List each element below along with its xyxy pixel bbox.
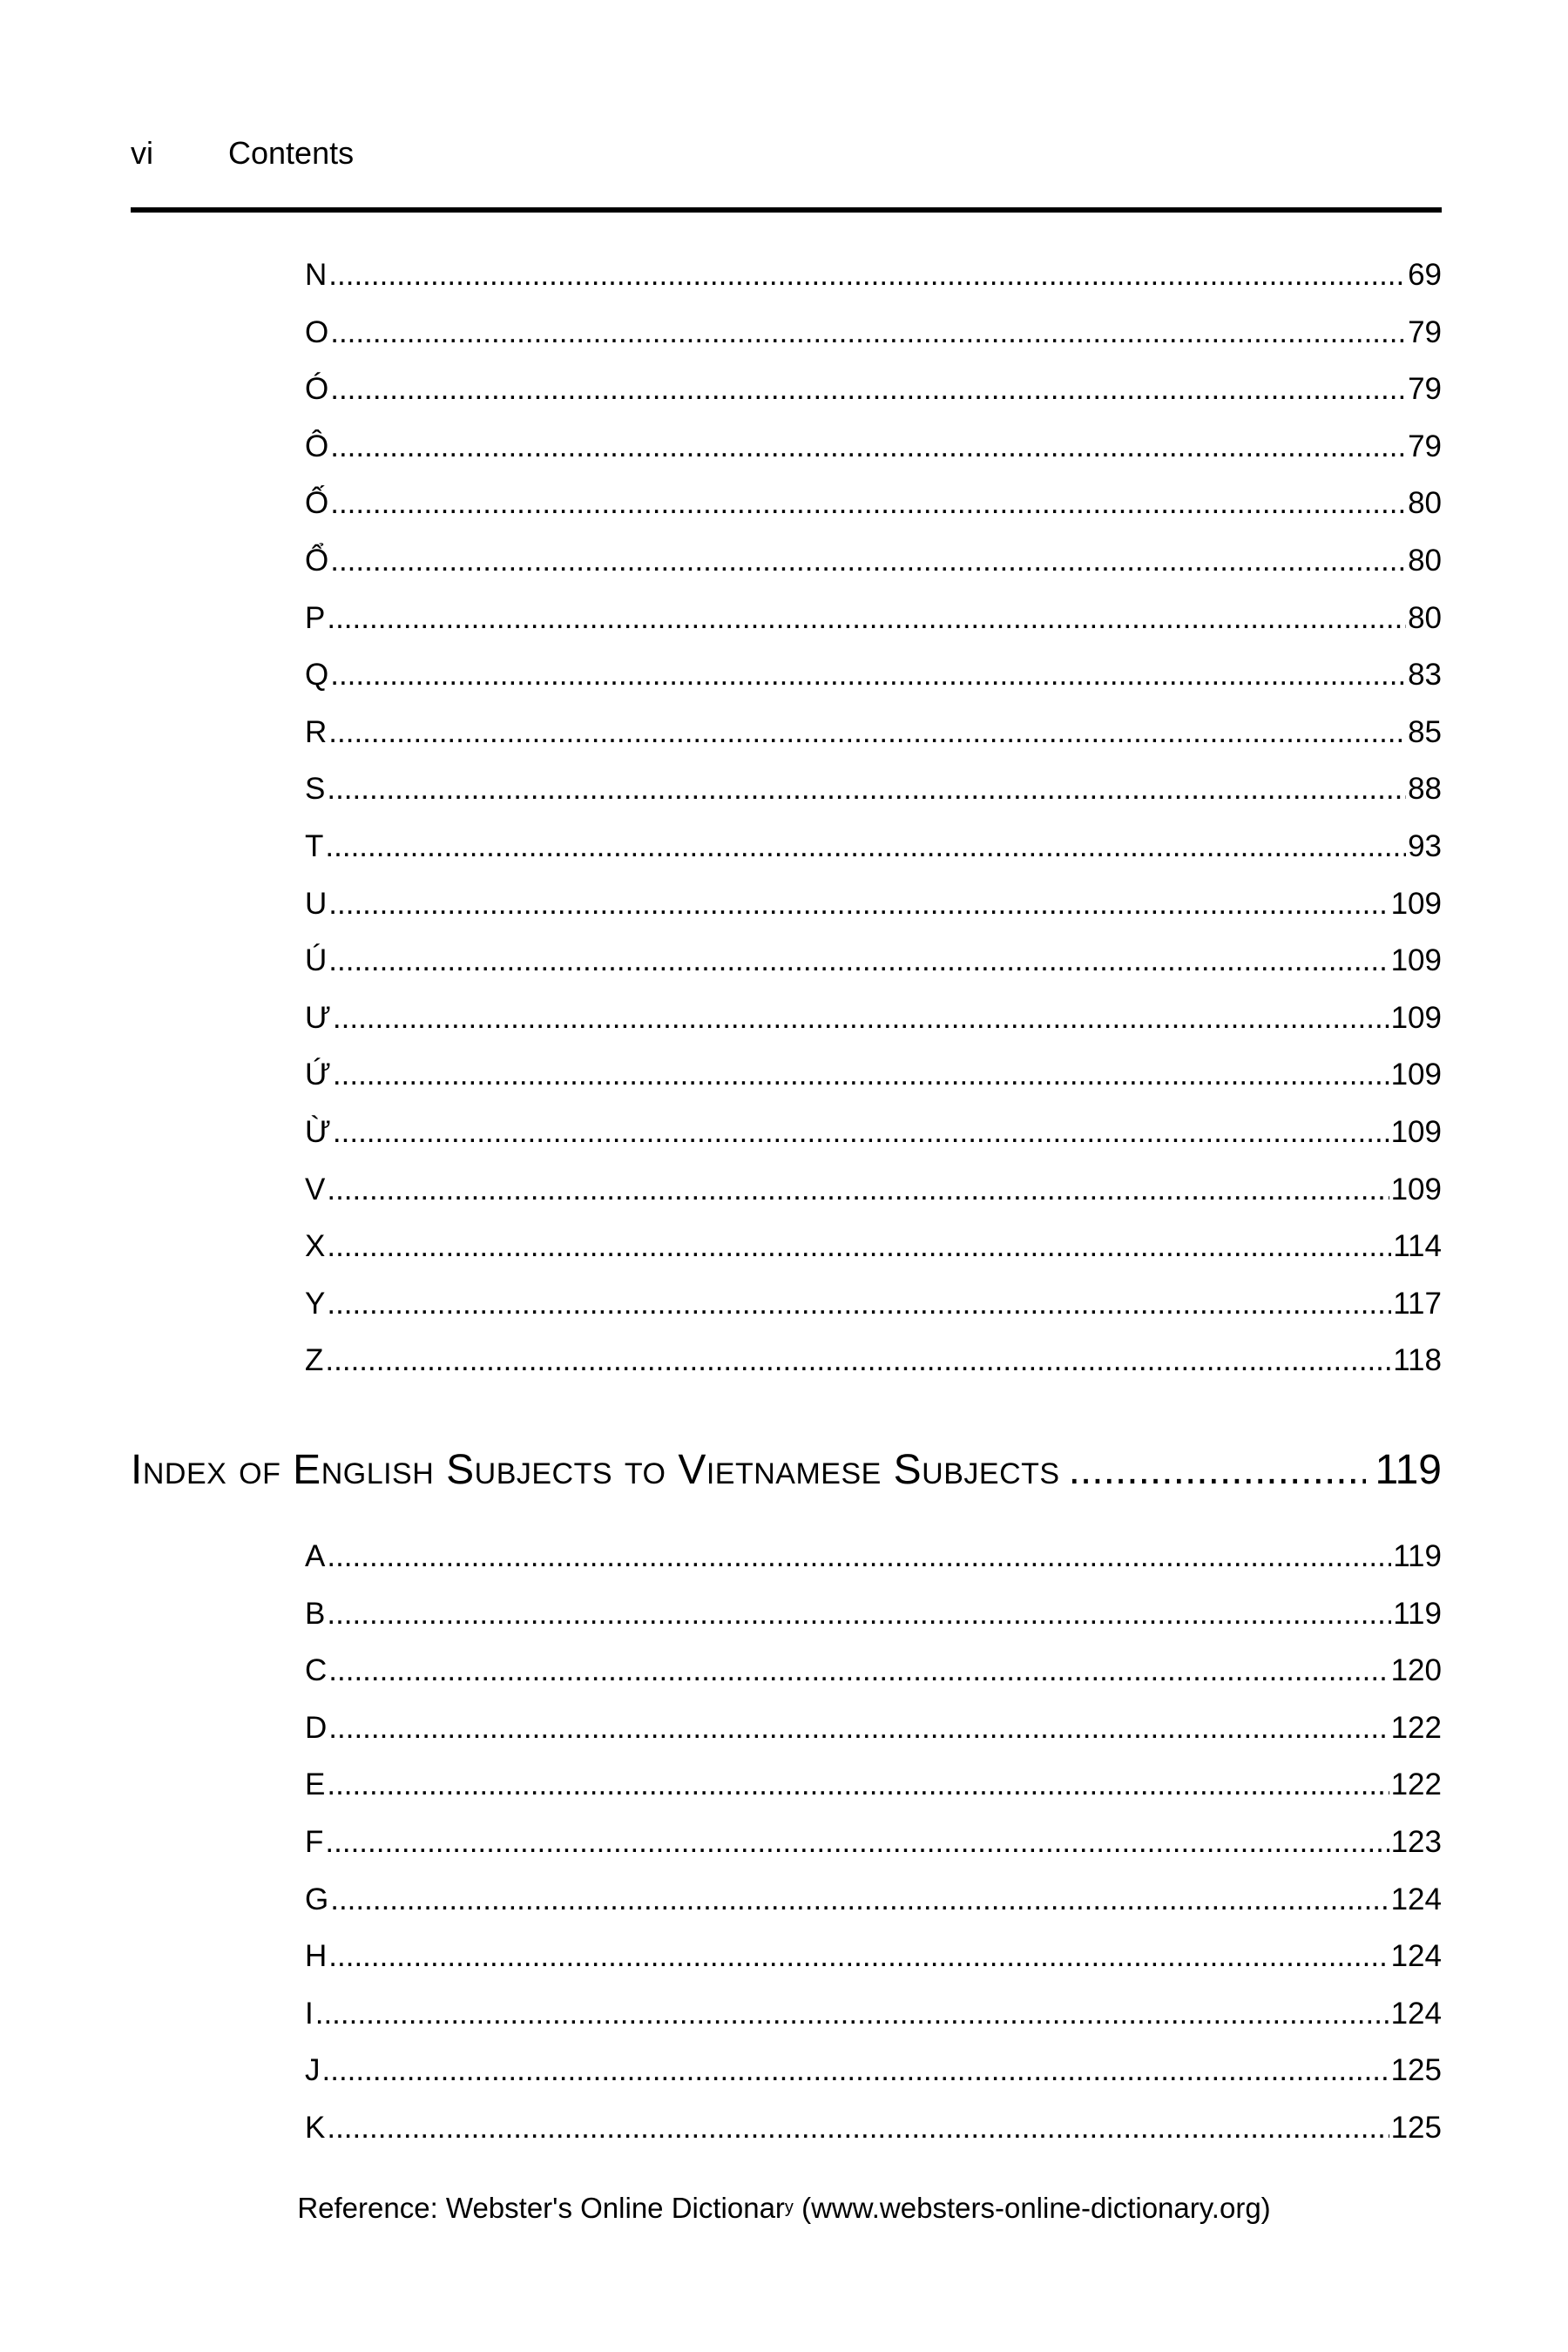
toc-entry-letter: T xyxy=(305,829,324,863)
toc-entry[interactable] xyxy=(305,875,1442,933)
toc-entry-letter: D xyxy=(305,1710,328,1745)
dot-leader xyxy=(330,646,1406,704)
toc-entry-page-number: 109 xyxy=(1390,1172,1442,1206)
dot-leader xyxy=(327,1161,1389,1219)
toc-entry-letter: V xyxy=(305,1172,326,1206)
dot-leader xyxy=(330,361,1406,418)
toc-entry[interactable] xyxy=(305,1585,1442,1643)
toc-entry-page-number: 79 xyxy=(1408,372,1442,407)
footer-text-before: Reference: Webster's Online Dictionar xyxy=(297,2192,785,2224)
toc-entry-letter: P xyxy=(305,600,326,635)
toc-entry[interactable] xyxy=(305,590,1442,647)
toc-entry-letter: Z xyxy=(305,1343,324,1378)
toc-entry-page-number: 122 xyxy=(1390,1710,1442,1745)
toc-entry[interactable] xyxy=(305,475,1442,532)
toc-entry[interactable] xyxy=(305,2099,1442,2157)
toc-entry-page-number: 120 xyxy=(1390,1653,1442,1688)
dot-leader xyxy=(328,875,1389,933)
toc-entry[interactable] xyxy=(305,932,1442,990)
toc-entry-letter: Ó xyxy=(305,372,329,407)
toc-entry-page-number: 125 xyxy=(1390,2111,1442,2145)
footer-text-after: (www.websters-online-dictionary.org) xyxy=(793,2192,1271,2224)
toc-entry-letter: Ô xyxy=(305,429,329,463)
dot-leader xyxy=(330,418,1406,476)
dot-leader xyxy=(327,760,1406,818)
toc-entry[interactable] xyxy=(305,1275,1442,1333)
toc-entry-page-number: 109 xyxy=(1390,1000,1442,1035)
toc-entry-page-number: 80 xyxy=(1408,486,1442,521)
toc-entry[interactable] xyxy=(305,1046,1442,1104)
dot-leader xyxy=(1069,1440,1367,1501)
dot-leader xyxy=(330,304,1406,362)
toc-entry[interactable] xyxy=(305,1161,1442,1219)
dot-leader xyxy=(325,818,1406,875)
toc-entry-letter: U xyxy=(305,886,328,921)
toc-entry-page-number: 125 xyxy=(1390,2053,1442,2088)
toc-entry-page-number: 119 xyxy=(1393,1539,1442,1573)
dot-leader xyxy=(330,532,1406,590)
toc-entry[interactable] xyxy=(305,646,1442,704)
toc-entry-page-number: 83 xyxy=(1408,658,1442,693)
dot-leader xyxy=(333,1046,1389,1104)
section-page-number: 119 xyxy=(1375,1447,1442,1493)
toc-entry[interactable] xyxy=(305,2042,1442,2099)
toc-entry[interactable] xyxy=(305,1871,1442,1929)
toc-entry-page-number: 123 xyxy=(1390,1825,1442,1859)
dot-leader xyxy=(333,1104,1389,1161)
page-number: vi xyxy=(131,135,153,171)
toc-entry[interactable] xyxy=(305,418,1442,476)
dot-leader xyxy=(327,1275,1391,1333)
toc-entry-page-number: 79 xyxy=(1408,429,1442,463)
reference-footer xyxy=(0,2188,1568,2227)
toc-entry-letter: I xyxy=(305,1996,314,2031)
section-title: Index of English Subjects to Vietnamese Subjects xyxy=(131,1447,1060,1493)
toc-entry-page-number: 124 xyxy=(1390,1996,1442,2031)
footer-superscript: y xyxy=(784,2198,794,2217)
dot-leader xyxy=(328,704,1406,761)
dot-leader xyxy=(327,1528,1391,1585)
toc-entry-letter: S xyxy=(305,772,326,807)
toc-entry-letter: F xyxy=(305,1825,324,1859)
toc-entry[interactable] xyxy=(305,304,1442,362)
toc-entry[interactable] xyxy=(305,1104,1442,1161)
toc-entry[interactable] xyxy=(305,1928,1442,1985)
toc-entry-letter: K xyxy=(305,2111,326,2145)
dot-leader xyxy=(325,1332,1391,1389)
dot-leader xyxy=(333,990,1389,1047)
toc-entry[interactable] xyxy=(305,532,1442,590)
toc-entry[interactable] xyxy=(305,1332,1442,1389)
dot-leader xyxy=(330,475,1406,532)
toc-entry-page-number: 118 xyxy=(1393,1343,1442,1378)
toc-entry[interactable] xyxy=(305,361,1442,418)
toc-entry-page-number: 109 xyxy=(1390,886,1442,921)
toc-entry-page-number: 93 xyxy=(1408,829,1442,863)
section-heading[interactable] xyxy=(131,1440,1442,1501)
toc-entry[interactable] xyxy=(305,1700,1442,1757)
toc-entry-letter: Ú xyxy=(305,943,328,978)
toc-entry-page-number: 80 xyxy=(1408,600,1442,635)
toc-entry-letter: Q xyxy=(305,658,329,693)
toc-entry-letter: Ứ xyxy=(305,1058,331,1092)
toc-entry-page-number: 85 xyxy=(1408,714,1442,749)
toc-entry-page-number: 124 xyxy=(1390,1939,1442,1974)
toc-entry-letter: B xyxy=(305,1596,326,1631)
dot-leader xyxy=(327,1585,1391,1643)
toc-entry[interactable] xyxy=(305,818,1442,875)
dot-leader xyxy=(328,932,1389,990)
toc-entry-letter: E xyxy=(305,1767,326,1802)
toc-entry-letter: G xyxy=(305,1882,329,1916)
toc-entry-page-number: 122 xyxy=(1390,1767,1442,1802)
toc-entry-letter: O xyxy=(305,314,329,349)
dot-leader xyxy=(328,247,1406,304)
toc-entry-letter: Ố xyxy=(305,486,329,521)
dot-leader xyxy=(325,1814,1389,1871)
dot-leader xyxy=(327,2099,1389,2157)
toc-entry-letter: N xyxy=(305,258,328,292)
toc-entry-page-number: 117 xyxy=(1393,1286,1442,1321)
toc-entry[interactable] xyxy=(305,1985,1442,2043)
toc-entry-letter: A xyxy=(305,1539,326,1573)
toc-entry-page-number: 79 xyxy=(1408,314,1442,349)
toc-entry-page-number: 109 xyxy=(1390,1058,1442,1092)
dot-leader xyxy=(327,590,1406,647)
toc-entry-page-number: 69 xyxy=(1408,258,1442,292)
toc-entry[interactable] xyxy=(305,247,1442,304)
dot-leader xyxy=(327,1756,1389,1814)
toc-entry-page-number: 109 xyxy=(1390,943,1442,978)
header-rule xyxy=(131,207,1442,213)
toc-entry-letter: J xyxy=(305,2053,321,2088)
toc-entry[interactable] xyxy=(305,704,1442,761)
toc-entry[interactable] xyxy=(305,1528,1442,1585)
toc-entry-page-number: 80 xyxy=(1408,544,1442,578)
dot-leader xyxy=(315,1985,1389,2043)
toc-entry-page-number: 119 xyxy=(1393,1596,1442,1631)
toc-entry-letter: Ừ xyxy=(305,1115,331,1149)
dot-leader xyxy=(330,1871,1389,1929)
toc-entry-letter: Ổ xyxy=(305,544,329,578)
toc-entry-page-number: 114 xyxy=(1393,1229,1442,1264)
toc-entry-letter: R xyxy=(305,714,328,749)
toc-entry-letter: X xyxy=(305,1229,326,1264)
toc-entry[interactable] xyxy=(305,1642,1442,1700)
toc-entry-letter: C xyxy=(305,1653,328,1688)
toc-entry-page-number: 109 xyxy=(1390,1115,1442,1149)
dot-leader xyxy=(327,1218,1391,1275)
dot-leader xyxy=(328,1928,1389,1985)
toc-entry-letter: Ư xyxy=(305,1000,331,1035)
toc-entry-letter: H xyxy=(305,1939,328,1974)
toc-entry[interactable] xyxy=(305,1814,1442,1871)
toc-entry[interactable] xyxy=(305,1756,1442,1814)
toc-entry-page-number: 124 xyxy=(1390,1882,1442,1916)
dot-leader xyxy=(322,2042,1389,2099)
toc-entry-page-number: 88 xyxy=(1408,772,1442,807)
running-title: Contents xyxy=(228,135,355,171)
toc-entry-letter: Y xyxy=(305,1286,326,1321)
toc-entry[interactable] xyxy=(305,990,1442,1047)
toc-entry[interactable] xyxy=(305,760,1442,818)
toc-entry[interactable] xyxy=(305,1218,1442,1275)
dot-leader xyxy=(328,1700,1389,1757)
dot-leader xyxy=(328,1642,1389,1700)
